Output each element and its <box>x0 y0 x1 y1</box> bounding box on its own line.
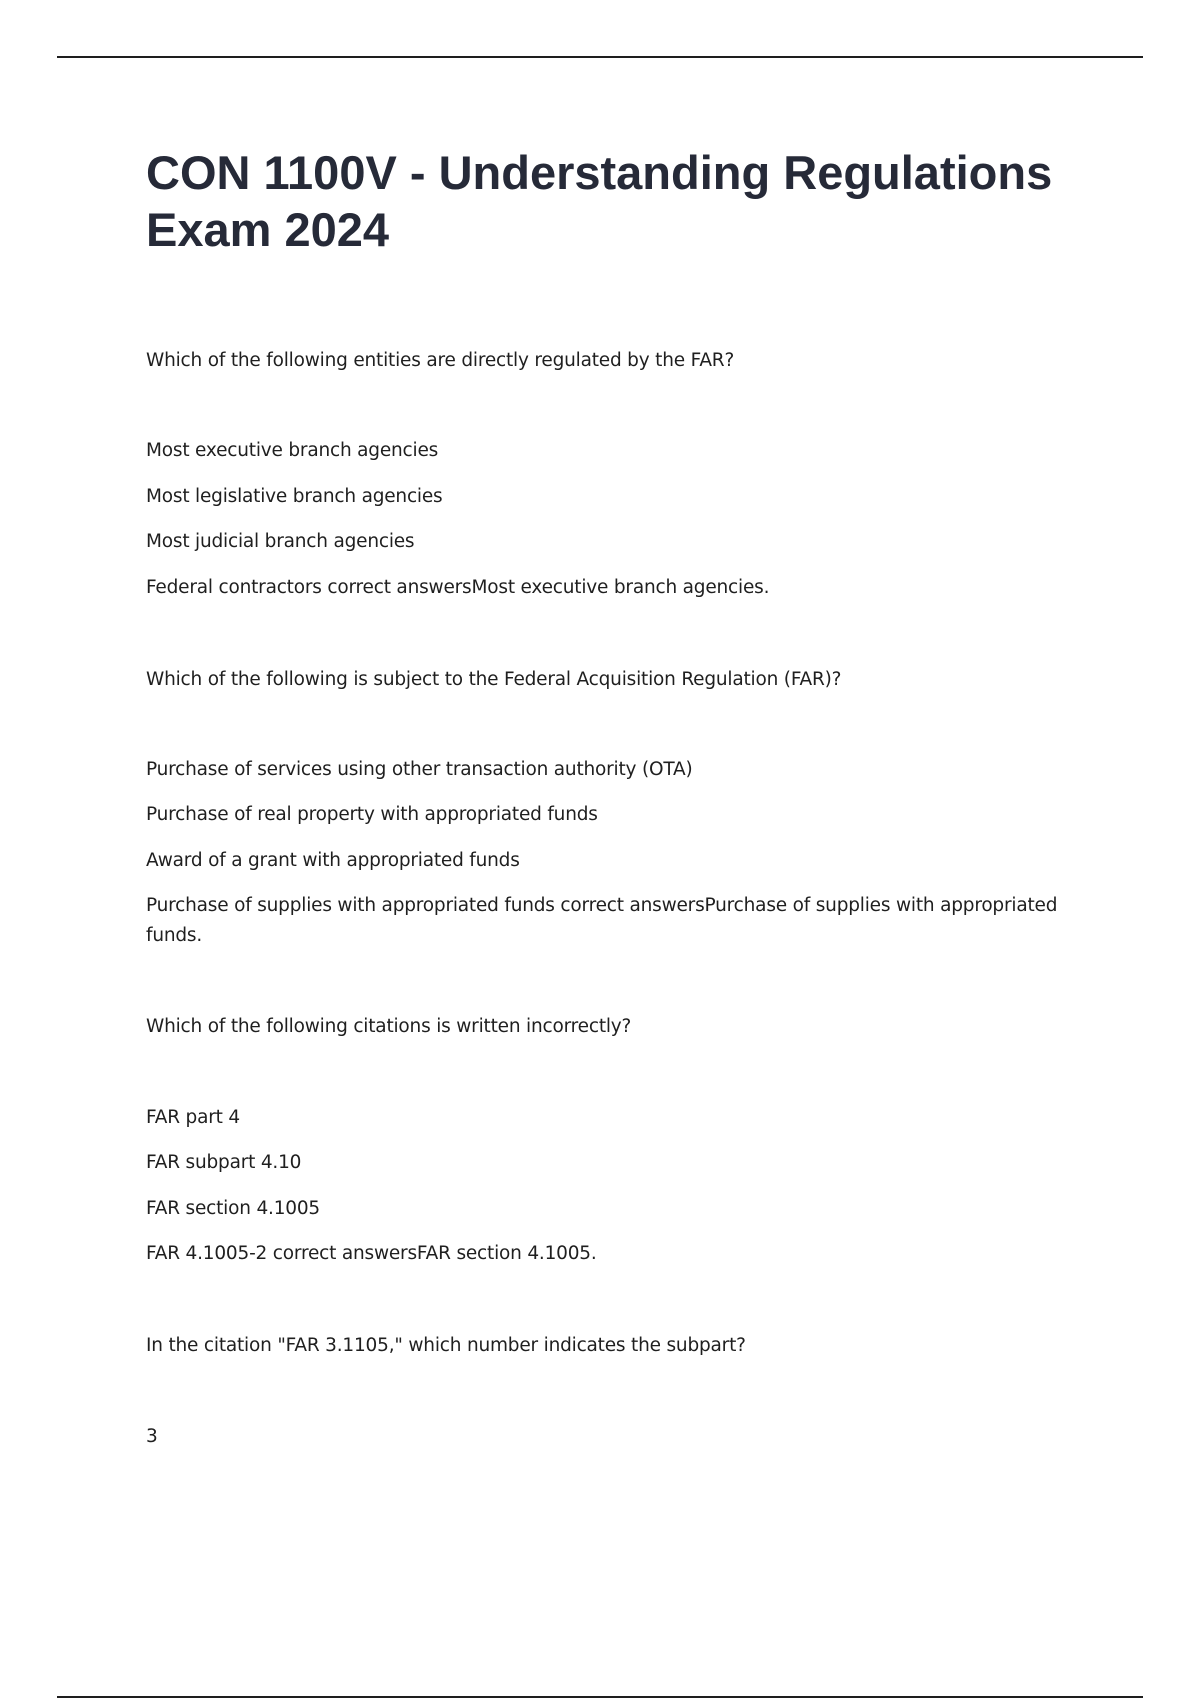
question-2: Which of the following is subject to the Federal Acquisition Regulation (FAR)? <box>146 669 842 690</box>
question-3-option-2: FAR subpart 4.10 <box>146 1152 302 1173</box>
bottom-rule <box>57 1696 1143 1698</box>
question-2-option-3: Award of a grant with appropriated funds <box>146 850 520 871</box>
question-3-option-4: FAR 4.1005-2 correct answersFAR section 4.1005. <box>146 1243 597 1264</box>
document-title: CON 1100V - Understanding Regulations Exam 2024 <box>146 146 1053 256</box>
top-rule <box>57 56 1143 58</box>
question-1-option-1: Most executive branch agencies <box>146 440 439 461</box>
question-1-option-3: Most judicial branch agencies <box>146 531 415 552</box>
question-1: Which of the following entities are directly regulated by the FAR? <box>146 350 735 371</box>
question-2-option-2: Purchase of real property with appropriated funds <box>146 804 598 825</box>
question-3: Which of the following citations is written incorrectly? <box>146 1016 632 1037</box>
question-2-option-4: Purchase of supplies with appropriated funds correct answersPurchase of supplies with appropriated funds. <box>146 895 1058 946</box>
question-1-option-2: Most legislative branch agencies <box>146 486 443 507</box>
question-4-option-1: 3 <box>146 1426 158 1447</box>
question-1-option-4: Federal contractors correct answersMost executive branch agencies. <box>146 577 770 598</box>
question-4: In the citation "FAR 3.1105," which number indicates the subpart? <box>146 1335 746 1356</box>
question-3-option-1: FAR part 4 <box>146 1107 240 1128</box>
question-3-option-3: FAR section 4.1005 <box>146 1198 320 1219</box>
question-2-option-1: Purchase of services using other transaction authority (OTA) <box>146 759 693 780</box>
